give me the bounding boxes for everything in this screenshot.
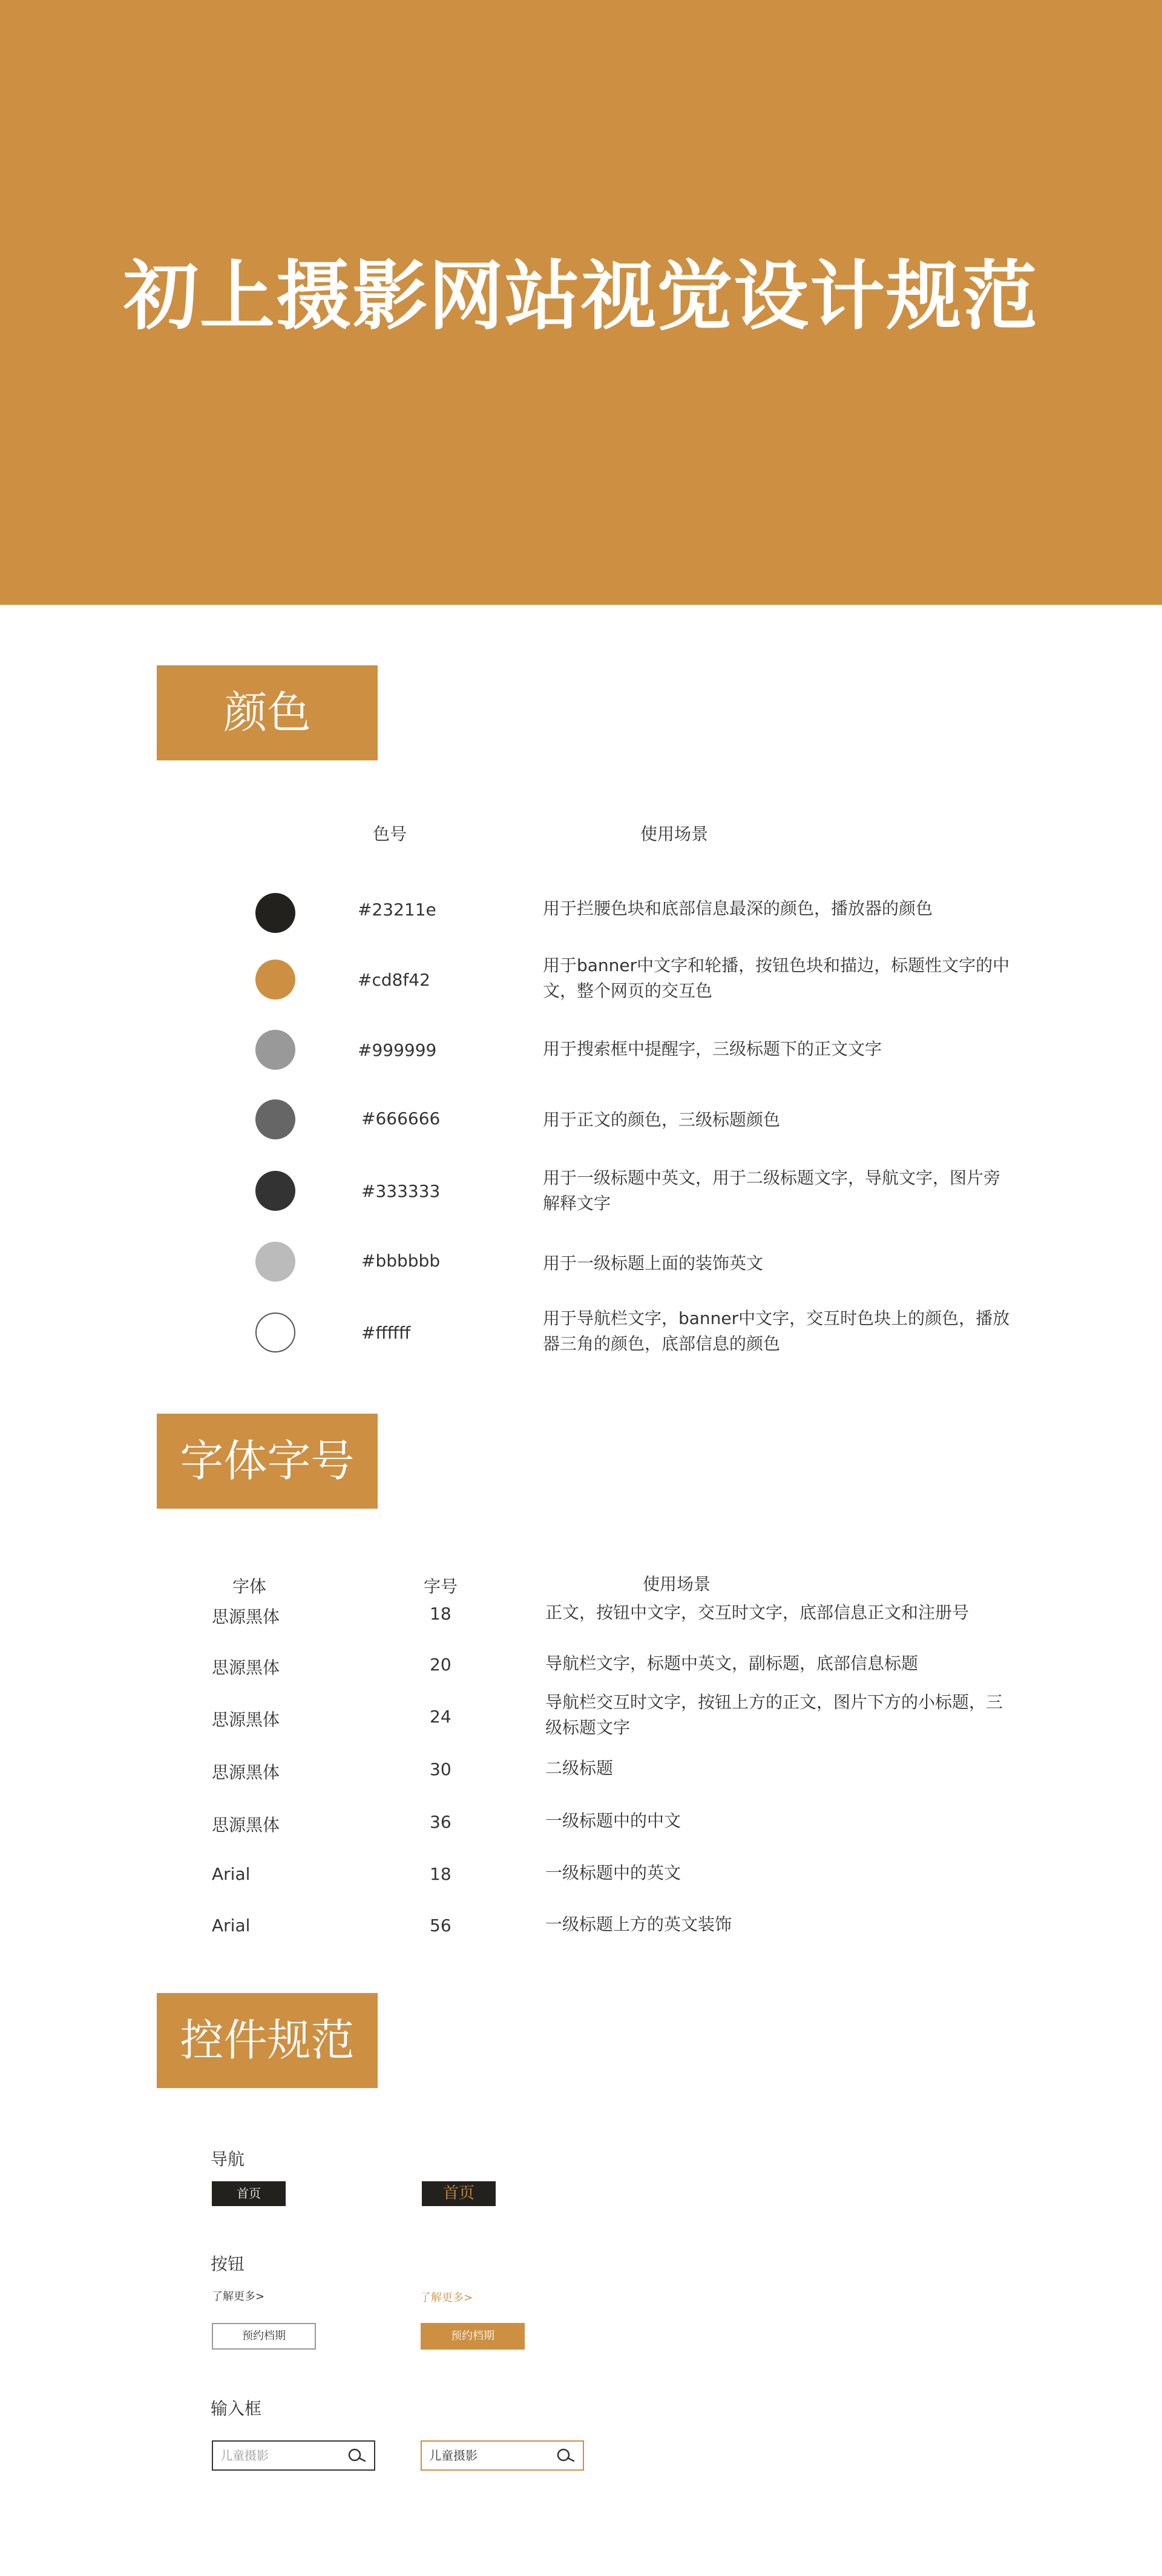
font-name: Arial [212,1864,251,1884]
font-usage: 一级标题上方的英文装饰 [545,1914,732,1934]
font-size: 56 [430,1916,451,1935]
learn-more-link[interactable]: 了解更多> [212,2290,265,2303]
font-size: 20 [430,1655,451,1675]
color-usage: 用于搜索框中提醒字，三级标题下的正文文字 [543,1039,882,1059]
fonts-header-size: 字号 [424,1576,458,1596]
color-usage: 用于拦腰色块和底部信息最深的颜色，播放器的颜色 [543,898,933,918]
color-swatch [255,1099,295,1139]
learn-more-link-active[interactable]: 了解更多> [420,2291,473,2304]
font-size: 24 [430,1707,451,1727]
search-value: 儿童摄影 [429,2448,478,2463]
font-usage: 导航栏交互时文字，按钮上方的正文，图片下方的小标题，三级标题文字 [545,1692,1003,1738]
book-button-active[interactable]: 预约档期 [421,2323,525,2350]
fonts-header-font: 字体 [232,1576,267,1596]
colors-header-usage: 使用场景 [640,824,709,844]
search-placeholder: 儿童摄影 [220,2448,269,2463]
font-usage: 一级标题中的中文 [545,1811,681,1831]
font-usage: 正文，按钮中文字，交互时文字，底部信息正文和注册号 [545,1603,970,1622]
color-swatch [255,893,295,933]
font-name: 思源黑体 [212,1658,280,1678]
nav-spec-label: 导航 [211,2149,245,2169]
font-name: 思源黑体 [212,1762,280,1782]
font-usage: 二级标题 [545,1758,614,1778]
color-code: #333333 [361,1181,441,1201]
fonts-header-usage: 使用场景 [643,1574,711,1594]
section-title-fonts: 字体字号 [157,1414,378,1509]
color-code: #cd8f42 [358,970,430,990]
page-title: 初上摄影网站视觉设计规范 [123,253,1039,340]
font-name: Arial [212,1916,251,1935]
font-size: 30 [430,1759,451,1779]
search-icon[interactable] [347,2448,368,2463]
color-swatch [255,1171,295,1211]
font-name: 思源黑体 [212,1607,280,1627]
color-swatch [255,960,295,1000]
font-size: 18 [430,1864,451,1884]
font-usage: 一级标题中的英文 [545,1863,681,1883]
button-spec-label: 按钮 [211,2254,245,2274]
color-usage: 用于一级标题上面的装饰英文 [543,1253,764,1273]
color-usage: 用于正文的颜色，三级标题颜色 [543,1110,781,1130]
section-title-controls: 控件规范 [157,1993,378,2088]
search-input[interactable] [212,2440,375,2471]
nav-item-home[interactable]: 首页 [212,2181,286,2206]
color-usage: 用于banner中文字和轮播，按钮色块和描边，标题性文字的中文，整个网页的交互色 [543,955,1010,1001]
color-swatch [255,1242,295,1282]
search-input-active[interactable] [421,2440,584,2471]
input-spec-label: 输入框 [211,2399,262,2419]
color-code: #ffffff [361,1323,411,1343]
font-size: 36 [430,1812,451,1832]
color-code: #666666 [361,1108,441,1128]
book-button[interactable]: 预约档期 [212,2323,316,2350]
font-usage: 导航栏文字，标题中英文，副标题，底部信息标题 [545,1653,919,1673]
colors-header-code: 色号 [373,824,407,844]
color-code: #999999 [358,1040,437,1060]
nav-item-home-active[interactable]: 首页 [422,2181,496,2206]
font-size: 18 [430,1604,451,1624]
color-usage: 用于导航栏文字，banner中文字，交互时色块上的颜色，播放器三角的颜色，底部信息的颜色 [543,1308,1010,1354]
color-code: #bbbbbb [361,1251,441,1271]
color-usage: 用于一级标题中英文，用于二级标题文字，导航文字，图片旁解释文字 [543,1168,1001,1213]
font-name: 思源黑体 [212,1710,280,1730]
color-code: #23211e [358,900,436,920]
color-swatch [255,1313,295,1352]
banner [0,0,1162,605]
font-name: 思源黑体 [212,1815,280,1835]
color-swatch [255,1030,295,1070]
search-icon[interactable] [556,2448,577,2463]
section-title-colors: 颜色 [157,665,378,760]
